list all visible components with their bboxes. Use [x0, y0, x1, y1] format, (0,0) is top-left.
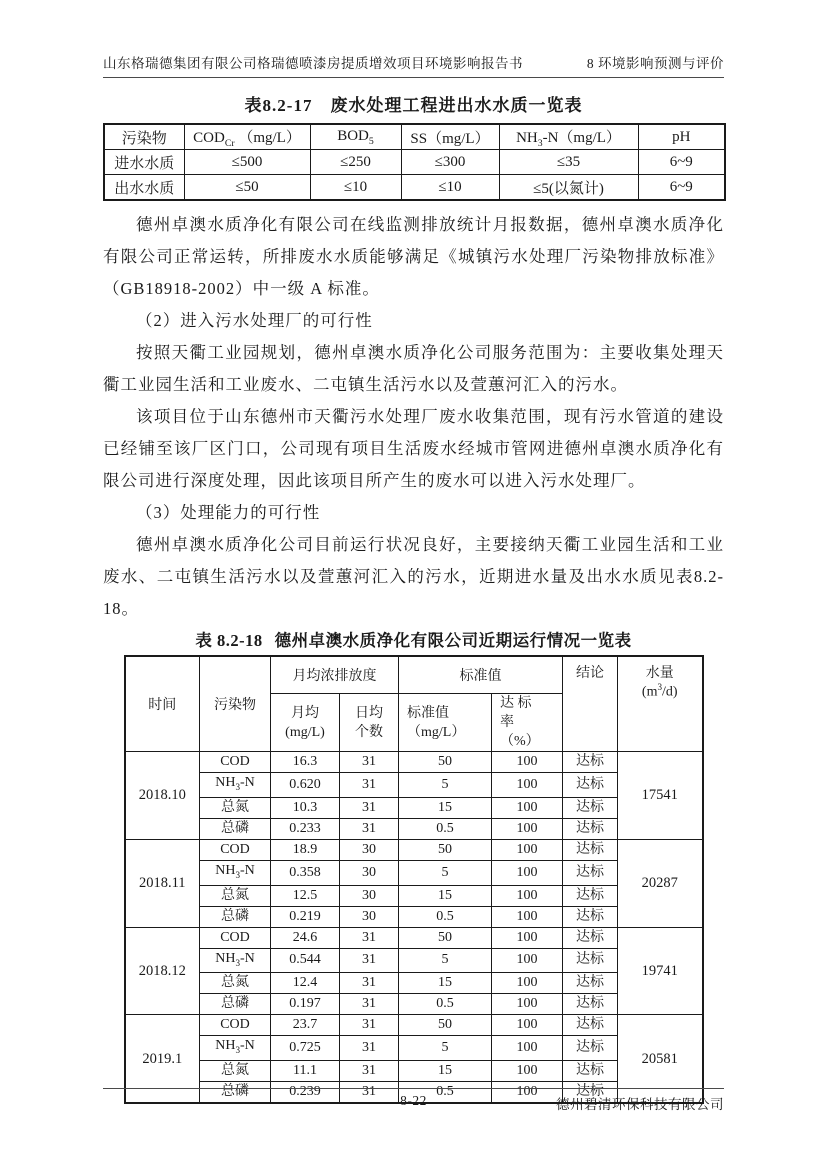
- water-volume-cell: 20581: [618, 1015, 703, 1103]
- col-header-standard-group: 标准值: [399, 656, 563, 694]
- standard-value-cell: 0.5: [399, 994, 492, 1015]
- conclusion-cell: 达标: [563, 906, 618, 927]
- col-header-water-volume: 水量 $(m^3/d)$: [618, 656, 703, 752]
- table1-cell: ≤250: [310, 150, 401, 175]
- pollutant-cell: 总氮: [200, 1061, 271, 1082]
- daily-count-cell: 31: [340, 1061, 399, 1082]
- daily-count-cell: 31: [340, 973, 399, 994]
- col-header-standard-value: 标准值 （mg/L）: [399, 694, 492, 752]
- pollutant-cell: $NH_3-N$: [200, 860, 271, 885]
- conclusion-cell: 达标: [563, 797, 618, 818]
- pollutant-cell: 总氮: [200, 797, 271, 818]
- footer-company: 德州碧清环保科技有限公司: [556, 1097, 724, 1112]
- table1-header-row: [104, 124, 725, 150]
- standard-value-cell: 15: [399, 885, 492, 906]
- table2-header-group-row: [125, 656, 703, 694]
- pollutant-cell: 总氮: [200, 973, 271, 994]
- pollutant-cell: 总氮: [200, 885, 271, 906]
- table1-cell: ≤5(以氮计): [499, 175, 638, 201]
- daily-count-cell: 30: [340, 906, 399, 927]
- col-header-attain-rate: 达 标 率 （%）: [492, 694, 563, 752]
- attain-rate-cell: 100: [492, 839, 563, 860]
- daily-count-cell: 31: [340, 1082, 399, 1104]
- attain-rate-cell: 100: [492, 927, 563, 948]
- time-cell: 2018.11: [125, 839, 200, 927]
- standard-value-cell: 0.5: [399, 1082, 492, 1104]
- table2-title-text: 德州卓澳水质净化有限公司近期运行情况一览表: [274, 631, 632, 650]
- paragraph: （2）进入污水处理厂的可行性: [136, 311, 373, 330]
- attain-rate-cell: 100: [492, 797, 563, 818]
- water-volume-cell: 19741: [618, 927, 703, 1015]
- pollutant-cell: 总磷: [200, 906, 271, 927]
- paragraph: 该项目位于山东德州市天衢污水处理厂废水收集范围，现有污水管道的建设已经铺至该厂区门口，公司现有项目生活废水经城市管网进德州卓澳水质净化有限公司进行深度处理，因此该项目所产生的废水可以进入污水处理厂。: [103, 407, 724, 490]
- attain-rate-cell: 100: [492, 994, 563, 1015]
- monthly-avg-cell: 0.544: [271, 948, 340, 973]
- monthly-avg-cell: 12.5: [271, 885, 340, 906]
- monthly-avg-cell: 0.219: [271, 906, 340, 927]
- daily-count-cell: 31: [340, 773, 399, 798]
- daily-count-cell: 31: [340, 797, 399, 818]
- paragraph: 德州卓澳水质净化公司目前运行状况良好，主要接纳天衢工业园生活和工业废水、二屯镇生活污水以及萱蕙河汇入的污水，近期进水量及出水水质见表8.2-18。: [103, 535, 724, 618]
- standard-value-cell: 15: [399, 1061, 492, 1082]
- table1-cell: 6~9: [638, 150, 725, 175]
- time-cell: 2018.12: [125, 927, 200, 1015]
- time-cell: 2019.1: [125, 1015, 200, 1103]
- daily-count-cell: 30: [340, 839, 399, 860]
- page-header: [103, 52, 724, 78]
- attain-rate-cell: 100: [492, 752, 563, 773]
- time-cell: 2018.10: [125, 752, 200, 840]
- col-header-daily-count: 日均 个数: [340, 694, 399, 752]
- standard-value-cell: 50: [399, 752, 492, 773]
- table1-column-header: $COD_{Cr}$ （mg/L）: [184, 124, 310, 150]
- col-header-pollutant: 污染物: [200, 656, 271, 752]
- pollutant-cell: COD: [200, 752, 271, 773]
- pollutant-cell: 总磷: [200, 994, 271, 1015]
- daily-count-cell: 31: [340, 1036, 399, 1061]
- standard-value-cell: 15: [399, 973, 492, 994]
- monthly-avg-cell: 11.1: [271, 1061, 340, 1082]
- header-report-title: 山东格瑞德集团有限公司格瑞德喷漆房提质增效项目环境影响报告书: [103, 56, 523, 71]
- page-footer: [103, 1088, 724, 1113]
- header-chapter-title: 8 环境影响预测与评价: [586, 56, 724, 71]
- attain-rate-cell: 100: [492, 1036, 563, 1061]
- table2-row: [125, 885, 703, 906]
- daily-count-cell: 30: [340, 860, 399, 885]
- table2-row: [125, 818, 703, 839]
- standard-value-cell: 50: [399, 1015, 492, 1036]
- conclusion-cell: 达标: [563, 860, 618, 885]
- daily-count-cell: 31: [340, 948, 399, 973]
- monthly-avg-cell: 16.3: [271, 752, 340, 773]
- table1-column-header: pH: [638, 124, 725, 150]
- table1-row: [104, 150, 725, 175]
- conclusion-cell: 达标: [563, 994, 618, 1015]
- attain-rate-cell: 100: [492, 973, 563, 994]
- standard-value-cell: 50: [399, 839, 492, 860]
- table2-row: [125, 752, 703, 773]
- page-number: 8-22: [400, 1093, 427, 1108]
- conclusion-cell: 达标: [563, 948, 618, 973]
- conclusion-cell: 达标: [563, 927, 618, 948]
- attain-rate-cell: 100: [492, 818, 563, 839]
- table1-cell: ≤500: [184, 150, 310, 175]
- water-volume-cell: 20287: [618, 839, 703, 927]
- daily-count-cell: 31: [340, 994, 399, 1015]
- table1-cell: ≤10: [401, 175, 499, 201]
- table2-title-label: 表 8.2-18: [195, 631, 263, 650]
- table2-row: [125, 1036, 703, 1061]
- col-header-time: 时间: [125, 656, 200, 752]
- plant-operation-status-table: [124, 655, 704, 1104]
- attain-rate-cell: 100: [492, 1015, 563, 1036]
- monthly-avg-cell: 0.197: [271, 994, 340, 1015]
- conclusion-cell: 达标: [563, 818, 618, 839]
- pollutant-cell: 总磷: [200, 1082, 271, 1104]
- col-header-monthly-group: 月均浓排放度: [271, 656, 399, 694]
- pollutant-cell: COD: [200, 1015, 271, 1036]
- table1-column-header: $BOD_5$: [310, 124, 401, 150]
- standard-value-cell: 5: [399, 1036, 492, 1061]
- pollutant-cell: $NH_3-N$: [200, 948, 271, 973]
- table1-cell: 6~9: [638, 175, 725, 201]
- conclusion-cell: 达标: [563, 1036, 618, 1061]
- col-header-conclusion: 结论: [563, 656, 618, 752]
- attain-rate-cell: 100: [492, 860, 563, 885]
- attain-rate-cell: 100: [492, 1061, 563, 1082]
- pollutant-cell: COD: [200, 927, 271, 948]
- monthly-avg-cell: 0.239: [271, 1082, 340, 1104]
- attain-rate-cell: 100: [492, 948, 563, 973]
- table2-row: [125, 860, 703, 885]
- col-header-monthly-avg: 月均 (mg/L): [271, 694, 340, 752]
- table2-row: [125, 797, 703, 818]
- water-volume-cell: 17541: [618, 752, 703, 840]
- standard-value-cell: 0.5: [399, 906, 492, 927]
- table2-row: [125, 973, 703, 994]
- daily-count-cell: 31: [340, 752, 399, 773]
- paragraph: 按照天衢工业园规划，德州卓澳水质净化公司服务范围为：主要收集处理天衢工业园生活和工业废水、二屯镇生活污水以及萱蕙河汇入的污水。: [103, 343, 724, 394]
- table1-title: 表8.2-17 废水处理工程进出水水质一览表: [244, 96, 583, 115]
- table2-row: [125, 1061, 703, 1082]
- wastewater-inlet-outlet-quality-table: [103, 123, 726, 201]
- pollutant-cell: $NH_3-N$: [200, 773, 271, 798]
- standard-value-cell: 5: [399, 860, 492, 885]
- table1-column-header: SS（mg/L）: [401, 124, 499, 150]
- table1-cell: ≤50: [184, 175, 310, 201]
- body-paragraphs: [103, 209, 724, 625]
- monthly-avg-cell: 0.725: [271, 1036, 340, 1061]
- conclusion-cell: 达标: [563, 1015, 618, 1036]
- attain-rate-cell: 100: [492, 906, 563, 927]
- table1-row: [104, 175, 725, 201]
- table1-cell: ≤300: [401, 150, 499, 175]
- table1-column-header: 污染物: [104, 124, 184, 150]
- table2-row: [125, 906, 703, 927]
- table1-cell: ≤10: [310, 175, 401, 201]
- table2-row: [125, 994, 703, 1015]
- monthly-avg-cell: 10.3: [271, 797, 340, 818]
- conclusion-cell: 达标: [563, 885, 618, 906]
- attain-rate-cell: 100: [492, 1082, 563, 1104]
- table1-cell: 进水水质: [104, 150, 184, 175]
- monthly-avg-cell: 18.9: [271, 839, 340, 860]
- table2-row: [125, 948, 703, 973]
- daily-count-cell: 31: [340, 1015, 399, 1036]
- table2-row: [125, 773, 703, 798]
- standard-value-cell: 5: [399, 948, 492, 973]
- daily-count-cell: 31: [340, 927, 399, 948]
- monthly-avg-cell: 0.358: [271, 860, 340, 885]
- monthly-avg-cell: 0.233: [271, 818, 340, 839]
- paragraph: （3）处理能力的可行性: [136, 503, 321, 522]
- table2-row: [125, 1015, 703, 1036]
- pollutant-cell: $NH_3-N$: [200, 1036, 271, 1061]
- table1-column-header: $NH_3-N(mg/L)$: [499, 124, 638, 150]
- table1-cell: ≤35: [499, 150, 638, 175]
- conclusion-cell: 达标: [563, 773, 618, 798]
- daily-count-cell: 30: [340, 885, 399, 906]
- standard-value-cell: 0.5: [399, 818, 492, 839]
- standard-value-cell: 5: [399, 773, 492, 798]
- pollutant-cell: COD: [200, 839, 271, 860]
- standard-value-cell: 50: [399, 927, 492, 948]
- conclusion-cell: 达标: [563, 752, 618, 773]
- standard-value-cell: 15: [399, 797, 492, 818]
- pollutant-cell: 总磷: [200, 818, 271, 839]
- attain-rate-cell: 100: [492, 885, 563, 906]
- conclusion-cell: 达标: [563, 1061, 618, 1082]
- monthly-avg-cell: 24.6: [271, 927, 340, 948]
- conclusion-cell: 达标: [563, 839, 618, 860]
- paragraph: 德州卓澳水质净化有限公司在线监测排放统计月报数据，德州卓澳水质净化有限公司正常运转，所排废水水质能够满足《城镇污水处理厂污染物排放标准》（GB18918-2002）中一级 A 标准。: [103, 215, 724, 298]
- daily-count-cell: 31: [340, 818, 399, 839]
- table2-row: [125, 927, 703, 948]
- table2-title: [103, 627, 724, 651]
- monthly-avg-cell: 0.620: [271, 773, 340, 798]
- attain-rate-cell: 100: [492, 773, 563, 798]
- monthly-avg-cell: 23.7: [271, 1015, 340, 1036]
- conclusion-cell: 达标: [563, 973, 618, 994]
- monthly-avg-cell: 12.4: [271, 973, 340, 994]
- table2-row: [125, 839, 703, 860]
- table1-cell: 出水水质: [104, 175, 184, 201]
- conclusion-cell: 达标: [563, 1082, 618, 1104]
